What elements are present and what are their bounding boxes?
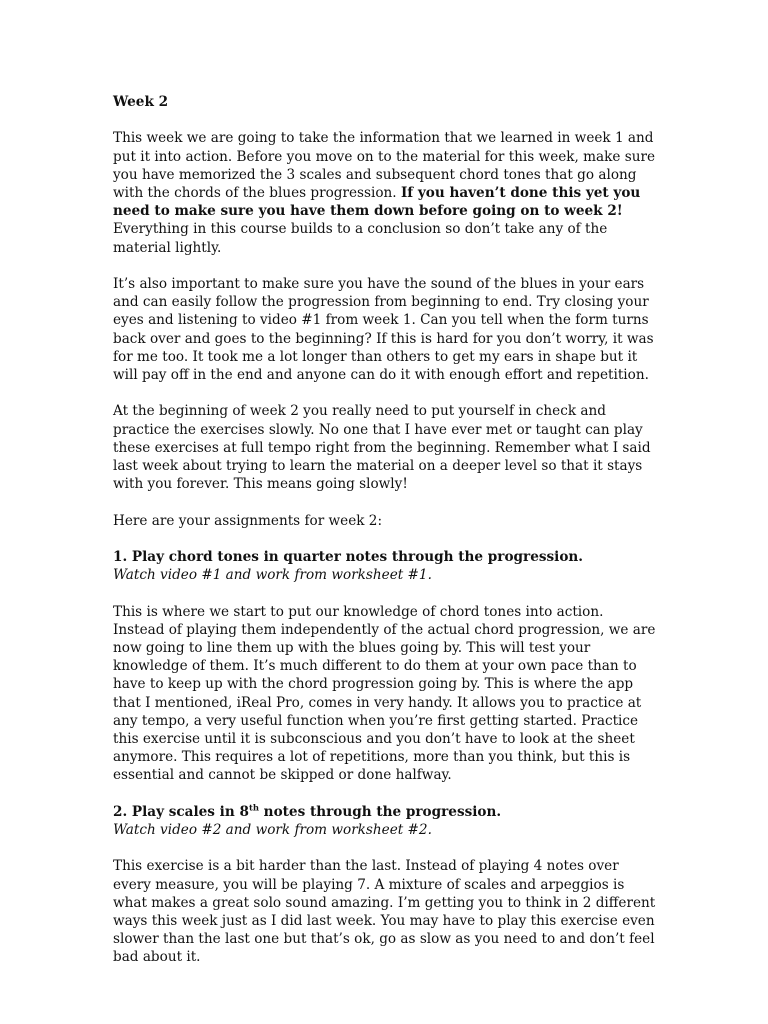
assignment-2-title-superscript: th [248,802,259,813]
document-page [113,93,658,967]
assignment-1-title: 1. Play chord tones in quarter notes through the progression. [113,549,584,565]
intro-bold-warning: If you haven’t done this yet you need to make sure you have them down before going on to week 2! [113,185,641,220]
paragraph-ears: It’s also important to make sure you have the sound of the blues in your ears and can easily follow the progression from beginning to end. Try closing your eyes and listening to video #1 from week 1. Can you tell when the form turns back over and goes to the beginning? If this is hard for you don’t worry, it was for me too. It took me a lot longer than others to get my ears in shape but it will pay off in the end and anyone can do it with enough effort and repetition. [113,276,654,384]
page-title: Week 2 [113,94,169,110]
assignment-2-title-post: notes through the progression. [258,803,502,820]
intro-text-a: This week we are going to take the information that we learned in week 1 and put it into action. Before you move on to the material for this week, make sure you have memorized the 3 scales and subsequent chord tones that go along with the chords of the blues progression. [113,130,656,201]
assignment-2-subtitle: Watch video #2 and work from worksheet #2. [113,822,432,839]
paragraph-assignments-intro: Here are your assignments for week 2: [113,512,383,529]
assignment-2-title [113,803,658,821]
assignment-2-body: This exercise is a bit harder than the last. Instead of playing 4 notes over every measure, you will be playing 7. A mixture of scales and arpeggios is what makes a great solo sound amazing. I’m getting you to think in 2 different ways this week just as I did last week. You may have to play this exercise even slower than the last one but that’s ok, go as slow as you need to and don’t feel bad about it. [113,858,656,966]
assignment-2-title-pre: 2. Play scales in 8 [113,803,249,820]
intro-text-c: Everything in this course builds to a conclusion so don’t take any of the material lightly. [113,221,608,256]
assignment-1-body: This is where we start to put our knowledge of chord tones into action. Instead of playing them independently of the actual chord progression, we are now going to line them up with the blues going by. This will test your knowledge of them. It’s much different to do them at your own pace than to have to keep up with the chord progression going by. This is where the app that I mentioned, iReal Pro, comes in very handy. It allows you to practice at any tempo, a very useful function when you’re first getting started. Practice this exercise until it is subconscious and you don’t have to look at the sheet anymore. This requires a lot of repetitions, more than you think, but this is essential and cannot be skipped or done halfway. [113,603,656,784]
paragraph-practice-slowly: At the beginning of week 2 you really need to put yourself in check and practice the exercises slowly. No one that I have ever met or taught can play these exercises at full tempo right from the beginning. Remember what I said last week about trying to learn the material on a deeper level so that it stays with you forever. This means going slowly! [113,403,651,493]
assignment-1-subtitle: Watch video #1 and work from worksheet #1. [113,567,432,584]
paragraph-intro [113,129,658,256]
